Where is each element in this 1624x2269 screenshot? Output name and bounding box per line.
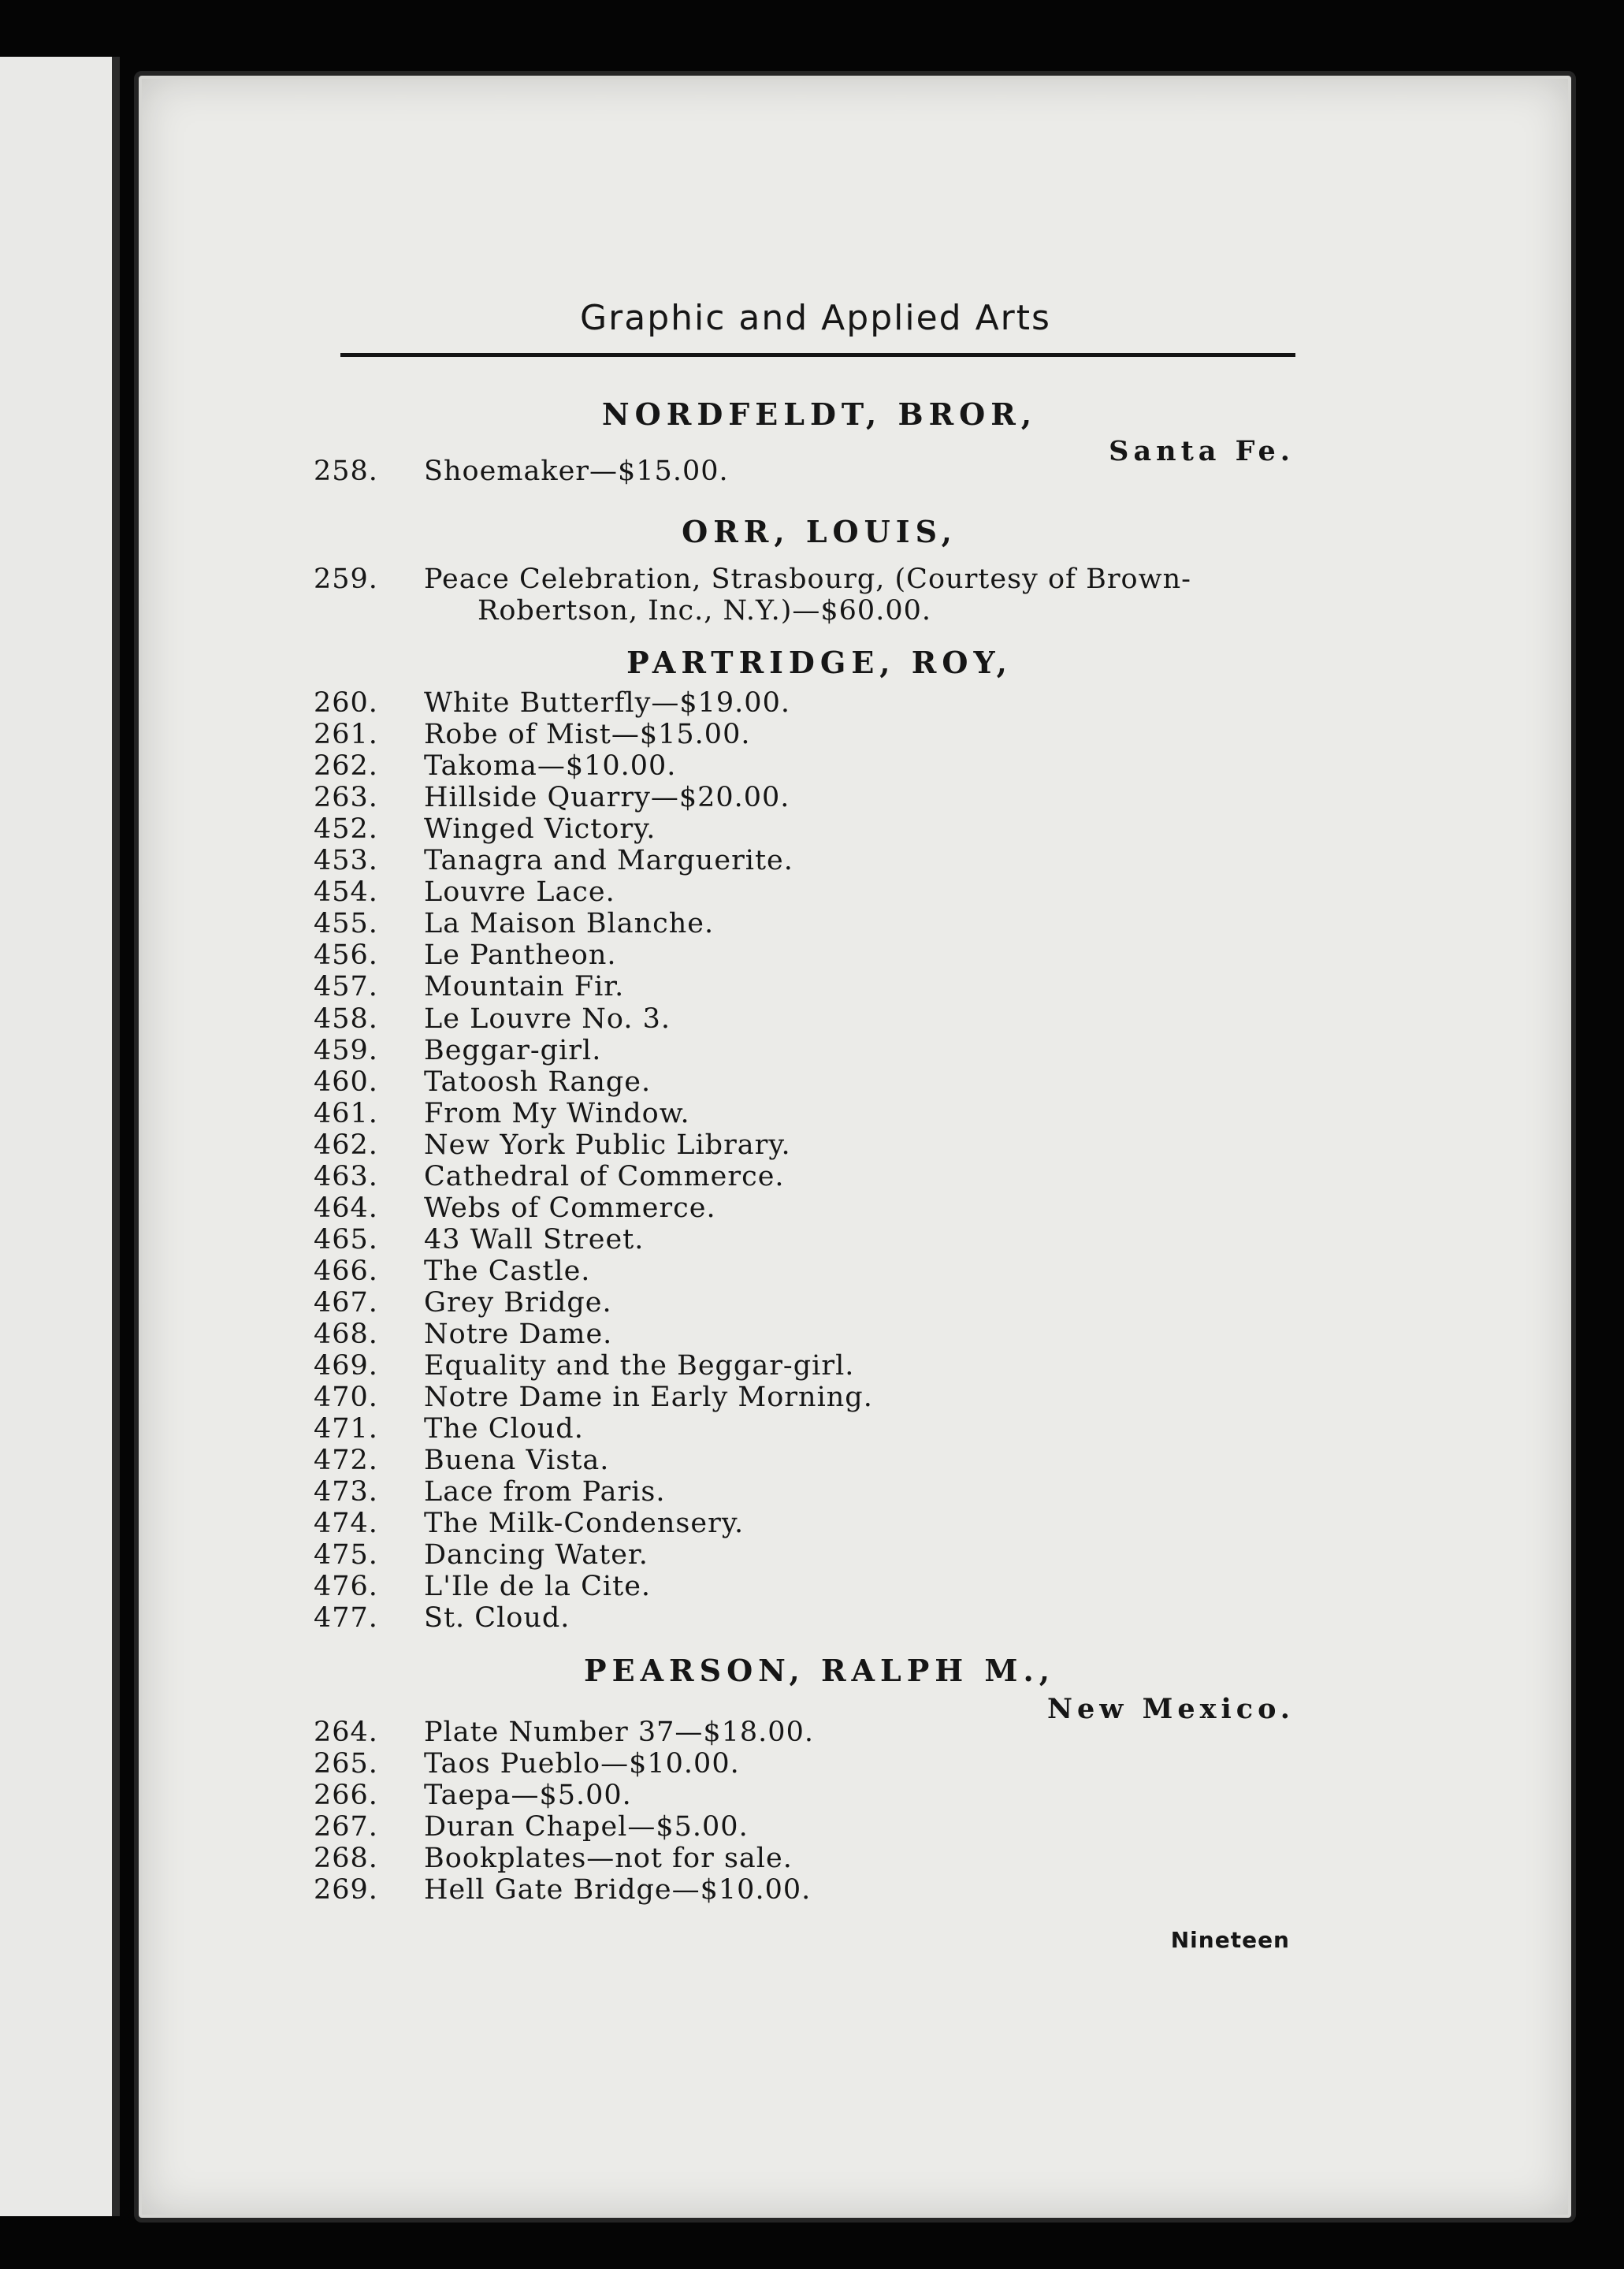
page-number-word: Nineteen <box>1170 1927 1290 1953</box>
entry-title: Le Pantheon. <box>424 939 617 972</box>
facing-page-edge <box>0 57 120 2216</box>
catalog-entry <box>314 1476 1299 1508</box>
entry-number: 259. <box>314 564 378 595</box>
entry-title: Webs of Commerce. <box>424 1192 716 1224</box>
entry-title: Peace Celebration, Strasbourg, (Courtesy of Brown- <box>424 564 1191 595</box>
catalog-entry <box>314 876 1299 908</box>
entry-title: From My Window. <box>424 1097 690 1129</box>
catalog-entry <box>314 813 1299 845</box>
entry-title: Equality and the Beggar-girl. <box>424 1350 855 1382</box>
entry-number: 459. <box>314 1034 378 1066</box>
catalog-entry <box>314 971 1299 1002</box>
artist-heading-nordfeldt: NORDFELDT, BROR, <box>601 396 1038 432</box>
entry-number: 472. <box>314 1445 378 1477</box>
entry-number: 474. <box>314 1508 378 1540</box>
catalog-entry <box>314 1602 1299 1634</box>
entry-title: Beggar-girl. <box>424 1034 602 1066</box>
entry-number: 469. <box>314 1350 378 1382</box>
catalog-entry <box>314 750 1299 782</box>
entry-number: 464. <box>314 1192 378 1224</box>
catalog-entry <box>314 1445 1299 1476</box>
entry-number: 266. <box>314 1780 378 1811</box>
entry-title: L'Ile de la Cite. <box>424 1571 652 1603</box>
catalog-entry <box>314 1539 1299 1571</box>
entry-number: 475. <box>314 1539 378 1572</box>
catalog-entry <box>314 1098 1299 1129</box>
entry-number: 453. <box>314 845 378 877</box>
entry-number: 260. <box>314 687 378 719</box>
entry-title: White Butterfly—$19.00. <box>424 687 790 719</box>
entry-title-continuation: Robertson, Inc., N.Y.)—$60.00. <box>478 595 931 627</box>
entry-number: 470. <box>314 1382 378 1414</box>
entry-number: 258. <box>314 456 378 487</box>
catalog-entry <box>314 1811 1299 1843</box>
entry-title: St. Cloud. <box>424 1602 570 1635</box>
entry-number: 454. <box>314 876 378 909</box>
entry-title: Robe of Mist—$15.00. <box>424 719 751 751</box>
catalog-entry <box>314 1129 1299 1161</box>
catalog-entry <box>314 1748 1299 1780</box>
catalog-entry <box>314 1224 1299 1255</box>
catalog-entry <box>314 719 1299 750</box>
entry-title: 43 Wall Street. <box>424 1223 645 1255</box>
entry-number: 471. <box>314 1413 378 1445</box>
catalog-entry <box>314 1843 1299 1874</box>
entry-title: The Milk-Condensery. <box>424 1508 745 1540</box>
entry-number: 473. <box>314 1476 378 1508</box>
entry-number: 460. <box>314 1066 378 1098</box>
catalog-entry <box>314 1350 1299 1382</box>
entry-number: 477. <box>314 1602 378 1635</box>
entry-title: New York Public Library. <box>424 1129 791 1161</box>
catalog-entry <box>314 1508 1299 1539</box>
entry-number: 262. <box>314 750 378 783</box>
entry-title: Notre Dame in Early Morning. <box>424 1382 873 1414</box>
catalog-entry <box>314 1287 1299 1319</box>
entry-number: 463. <box>314 1160 378 1192</box>
entry-title: Hell Gate Bridge—$10.00. <box>424 1874 812 1906</box>
entry-number: 456. <box>314 939 378 972</box>
entry-title: Taepa—$5.00. <box>424 1780 632 1811</box>
entry-title: La Maison Blanche. <box>424 908 715 940</box>
artist-heading-partridge: PARTRIDGE, ROY, <box>626 645 1013 680</box>
entry-title: Louvre Lace. <box>424 876 615 909</box>
entry-title: Taos Pueblo—$10.00. <box>424 1748 740 1780</box>
entry-number: 468. <box>314 1319 378 1350</box>
entry-number: 461. <box>314 1097 378 1129</box>
artist-location-nordfeldt: Santa Fe. <box>1109 435 1295 467</box>
catalog-entry <box>314 1780 1299 1811</box>
catalog-entry <box>314 687 1299 719</box>
catalog-entry <box>314 939 1299 971</box>
entry-number: 263. <box>314 782 378 814</box>
entry-title: Le Louvre No. 3. <box>424 1002 671 1035</box>
catalog-entry <box>314 1571 1299 1602</box>
entry-number: 268. <box>314 1843 378 1874</box>
entry-title: Cathedral of Commerce. <box>424 1160 785 1192</box>
entry-title: Tanagra and Marguerite. <box>424 845 793 877</box>
catalog-entry <box>314 1255 1299 1287</box>
catalog-entry <box>314 564 1299 595</box>
entry-title: Shoemaker—$15.00. <box>424 456 729 487</box>
catalog-entry <box>314 782 1299 813</box>
catalog-entry <box>314 456 1299 487</box>
entry-title: Grey Bridge. <box>424 1286 612 1319</box>
entry-number: 265. <box>314 1748 378 1780</box>
entry-number: 457. <box>314 971 378 1003</box>
entry-title: Winged Victory. <box>424 813 656 846</box>
artist-location-pearson: New Mexico. <box>1047 1693 1295 1725</box>
catalog-entry <box>314 1066 1299 1098</box>
header-rule <box>340 353 1295 357</box>
catalog-entry <box>314 1382 1299 1413</box>
entry-number: 476. <box>314 1571 378 1603</box>
entry-number: 462. <box>314 1129 378 1161</box>
catalog-entry <box>314 1413 1299 1445</box>
entry-title: Hillside Quarry—$20.00. <box>424 782 790 814</box>
entry-title: Buena Vista. <box>424 1445 610 1477</box>
entry-number: 261. <box>314 719 378 751</box>
entry-number: 465. <box>314 1223 378 1255</box>
entry-title: The Castle. <box>424 1255 591 1287</box>
catalog-entry <box>314 1192 1299 1224</box>
artist-heading-orr: ORR, LOUIS, <box>682 514 957 549</box>
entry-title: Tatoosh Range. <box>424 1066 652 1098</box>
entry-title: Notre Dame. <box>424 1319 613 1350</box>
page-header-title: Graphic and Applied Arts <box>580 298 1051 338</box>
entry-number: 467. <box>314 1286 378 1319</box>
catalog-entry <box>314 1003 1299 1035</box>
entry-title: Duran Chapel—$5.00. <box>424 1811 749 1843</box>
catalog-entry <box>314 1319 1299 1350</box>
entry-title: Lace from Paris. <box>424 1476 666 1508</box>
entry-number: 458. <box>314 1002 378 1035</box>
catalog-entry <box>314 845 1299 876</box>
entry-title: Mountain Fir. <box>424 971 625 1003</box>
entry-number: 452. <box>314 813 378 846</box>
entry-number: 269. <box>314 1874 378 1906</box>
catalog-entry <box>314 908 1299 939</box>
entry-number: 455. <box>314 908 378 940</box>
entry-number: 466. <box>314 1255 378 1287</box>
catalog-entry <box>314 1161 1299 1192</box>
entry-title: Plate Number 37—$18.00. <box>424 1717 814 1748</box>
catalog-entry <box>314 1874 1299 1906</box>
entry-number: 267. <box>314 1811 378 1843</box>
entry-number: 264. <box>314 1717 378 1748</box>
entry-title: Bookplates—not for sale. <box>424 1843 793 1874</box>
catalog-entry <box>314 1717 1299 1748</box>
catalog-entry <box>314 1035 1299 1066</box>
artist-heading-pearson: PEARSON, RALPH M., <box>584 1653 1055 1688</box>
entry-title: The Cloud. <box>424 1413 584 1445</box>
entry-title: Takoma—$10.00. <box>424 750 677 783</box>
entry-title: Dancing Water. <box>424 1539 648 1572</box>
